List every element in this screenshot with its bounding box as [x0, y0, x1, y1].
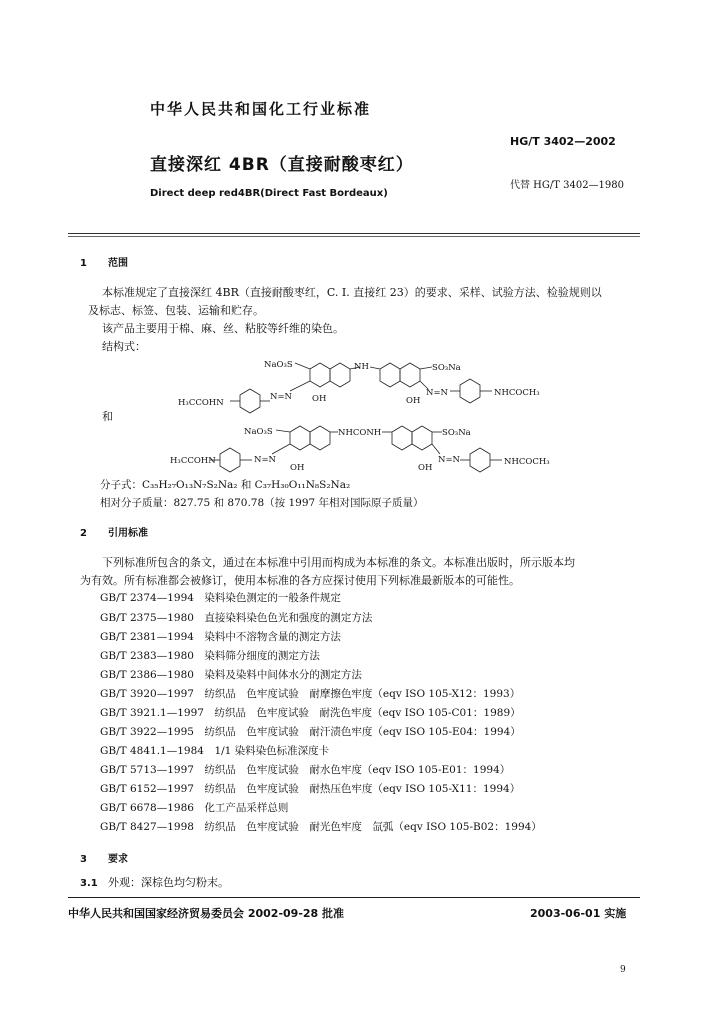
reference-item: GB/T 4841.1—1984 1/1 染料染色标准深度卡: [100, 745, 330, 757]
struct1-so3na-left: NaO₃S: [264, 360, 293, 370]
benzene-ring-right: [470, 448, 490, 472]
reference-item: GB/T 8427—1998 纺织品 色牢度试验 耐光色牢度 氙弧（eqv ISO 105-B02：1994）: [100, 821, 542, 833]
struct2-left-group: H₃CCOHN: [170, 456, 216, 466]
approval-statement: 中华人民共和国国家经济贸易委员会 2002-09-28 批准: [68, 907, 345, 920]
struct2-oh-right: OH: [418, 463, 433, 473]
para-line: 本标准规定了直接深红 4BR（直接耐酸枣红，C. I. 直接红 23）的要求、采样、试验方法、检验规则以: [102, 286, 602, 299]
struct2-urea-bridge: NHCONH: [338, 428, 382, 438]
reference-item: GB/T 3922—1995 纺织品 色牢度试验 耐汗渍色牢度（eqv ISO 105-E04：1994）: [100, 726, 521, 738]
reference-item: GB/T 3920—1997 纺织品 色牢度试验 耐摩擦色牢度（eqv ISO 105-X12：1993）: [100, 688, 521, 700]
reference-item: GB/T 6152—1997 纺织品 色牢度试验 耐热压色牢度（eqv ISO 105-X11：1994）: [100, 783, 521, 795]
naphthalene-ring-a: [310, 363, 330, 387]
reference-item: GB/T 2375—1980 直接染料染色色光和强度的测定方法: [100, 612, 373, 624]
intro-line: 为有效。所有标准都会被修订，使用本标准的各方应探讨使用下列标准最新版本的可能性。: [80, 574, 520, 587]
reference-item: GB/T 5713—1997 纺织品 色牢度试验 耐水色牢度（eqv ISO 105-E01：1994）: [100, 764, 511, 776]
struct1-nh: NH: [354, 362, 369, 372]
naphthalene-ring-b: [310, 426, 330, 450]
naphthalene-ring-d: [400, 363, 420, 387]
implementation-date: 2003-06-01 实施: [530, 907, 627, 920]
header-divider-2: [68, 236, 640, 237]
struct2-oh-left: OH: [290, 463, 305, 473]
benzene-ring-right: [460, 379, 480, 403]
section-1-number: 1: [80, 258, 87, 269]
reference-item: GB/T 2386—1980 染料及染料中间体水分的测定方法: [100, 669, 362, 681]
struct1-azo-left: N=N: [270, 392, 292, 402]
section-3-heading: [80, 850, 128, 865]
reference-item: GB/T 2374—1994 染料染色测定的一般条件规定: [100, 592, 341, 604]
requirement-text: 外观：深棕色均匀粉末。: [108, 876, 229, 889]
section-1-paragraph-2: 该产品主要用于棉、麻、丝、粘胶等纤维的染色。: [102, 322, 344, 335]
struct1-oh-left: OH: [312, 394, 327, 404]
structural-formula-1: [170, 355, 570, 415]
struct2-so3na-right: SO₃Na: [442, 428, 471, 438]
structural-formula-2: [170, 422, 590, 478]
struct2-azo-left: N=N: [254, 455, 276, 465]
replaces-note: 代替 HG/T 3402—1980: [510, 180, 625, 191]
section-3-title: 要求: [108, 854, 128, 865]
naphthalene-ring-d: [412, 426, 432, 450]
section-2-title: 引用标准: [108, 528, 148, 539]
reference-item: GB/T 3921.1—1997 纺织品 色牢度试验 耐洗色牢度（eqv ISO 105-C01：1989）: [100, 707, 521, 719]
requirement-3-1: [80, 874, 229, 893]
naphthalene-ring-c: [392, 426, 412, 450]
relative-molecular-mass: 相对分子质量：827.75 和 870.78（按 1997 年相对国际原子质量）: [100, 497, 424, 509]
benzene-ring-left: [240, 389, 260, 413]
struct2-so3na-left: NaO₃S: [244, 427, 273, 437]
struct2-right-group: NHCOCH₃: [504, 457, 550, 467]
struct1-left-group: H₃CCOHN: [178, 398, 224, 408]
section-3-number: 3: [80, 854, 87, 865]
footer-divider: [68, 897, 640, 898]
organization-title: 中华人民共和国化工行业标准: [150, 100, 372, 118]
naphthalene-ring-c: [380, 363, 400, 387]
benzene-ring-left: [220, 448, 240, 472]
naphthalene-ring-a: [290, 426, 310, 450]
reference-item: GB/T 2381—1994 染料中不溶物含量的测定方法: [100, 631, 341, 643]
para-line: 及标志、标签、包装、运输和贮存。: [88, 304, 264, 317]
struct1-so3na-right: SO₃Na: [432, 363, 461, 373]
naphthalene-ring-b: [330, 363, 350, 387]
section-1-heading: [80, 254, 128, 269]
requirement-number: 3.1: [80, 878, 98, 889]
intro-line: 下列标准所包含的条文，通过在本标准中引用而构成为本标准的条文。本标准出版时，所示版本均: [102, 556, 575, 569]
molecular-formula: 分子式：C₃₅H₂₇O₁₃N₇S₂Na₂ 和 C₃₇H₃₀O₁₁N₈S₂Na₂: [100, 479, 351, 491]
page-number: 9: [620, 965, 626, 975]
header-divider: [68, 233, 640, 234]
reference-item: GB/T 6678—1986 化工产品采样总则: [100, 802, 289, 814]
section-2-number: 2: [80, 528, 87, 539]
and-label: 和: [102, 410, 113, 423]
section-1-paragraph-3: 结构式：: [102, 340, 146, 353]
reference-item: GB/T 2383—1980 染料筛分细度的测定方法: [100, 650, 320, 662]
struct1-oh-right: OH: [406, 396, 421, 406]
section-1-title: 范围: [108, 258, 128, 269]
title-english: Direct deep red4BR(Direct Fast Bordeaux): [150, 188, 388, 199]
section-2-heading: [80, 524, 148, 539]
standard-code: HG/T 3402—2002: [510, 135, 616, 148]
struct2-azo-right: N=N: [438, 455, 460, 465]
section-2-intro: [80, 554, 648, 590]
title-chinese: 直接深红 4BR（直接耐酸枣红）: [150, 155, 414, 175]
struct1-azo-right: N=N: [426, 388, 448, 398]
struct1-right-group: NHCOCH₃: [494, 388, 540, 398]
section-1-paragraph-1: [88, 284, 648, 320]
